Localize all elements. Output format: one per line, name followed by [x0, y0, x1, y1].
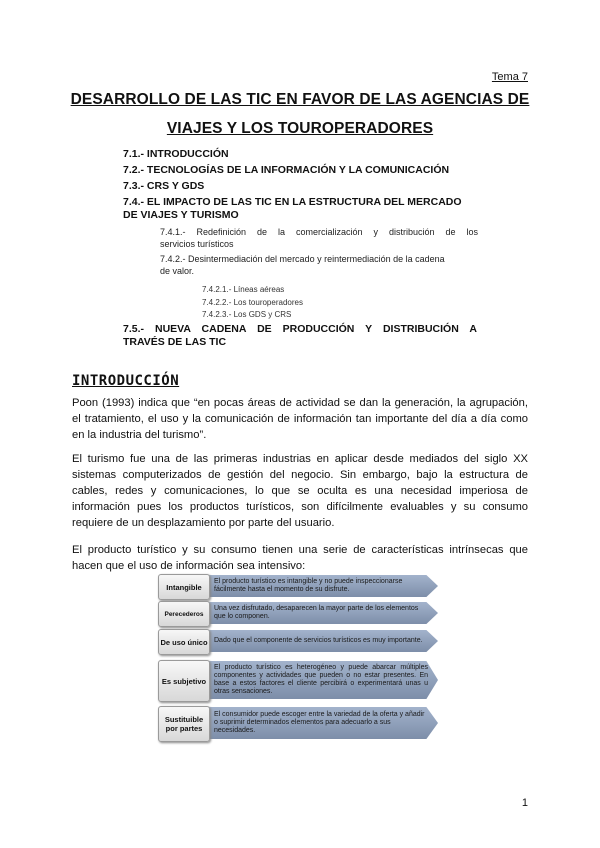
document-title-line2: VIAJES Y LOS TOUROPERADORES — [166, 120, 434, 137]
paragraph-3: El producto turístico y su consumo tienen una serie de características intrínsecas que hacen que el uso de información sea intensivo: — [72, 544, 528, 572]
toc-item-3: 7.3.- CRS Y GDS — [123, 180, 205, 192]
diagram-row-subjetivo — [158, 660, 438, 700]
diagram-text: El producto turístico es intangible y no puede inspeccionarse fácilmente hasta el momento de su disfrute. — [214, 578, 403, 593]
toc-subsub-7423: 7.4.2.3.- Los GDS y CRS — [202, 310, 292, 319]
toc-item-4: 7.4.- EL IMPACTO DE LAS TIC EN LA ESTRUCTURA DEL MERCADO — [123, 196, 462, 208]
diagram-label: Perecederos — [158, 601, 210, 627]
diagram-text: Dado que el componente de servicios turísticos es muy importante. — [214, 637, 423, 644]
diagram-label: Sustituible por partes — [158, 706, 210, 742]
paragraph-2: El turismo fue una de las primeras industrias en aplicar desde mediados del siglo XX sistemas computerizados de gestión del negocio. Sin embargo, bajo la estructura de cables, redes y comunicaciones, lo que se oculta es una necesidad imperiosa de información pues los productos turísticos, son difícilmente evaluables y su consumo requiere de un desplazamiento por parte del usuario. — [72, 453, 528, 529]
toc-item-2: 7.2.- TECNOLOGÍAS DE LA INFORMACIÓN Y LA COMUNICACIÓN — [123, 164, 450, 176]
toc-sub-742: 7.4.2.- Desintermediación del mercado y reintermediación de la cadena — [160, 254, 445, 264]
document-title-line1: DESARROLLO DE LAS TIC EN FAVOR DE LAS AGENCIAS DE — [70, 91, 530, 108]
diagram-text: El producto turístico es heterogéneo y puede abarcar múltiples componentes y actividades que pueden o no estar presentes. En base a estos factores el cliente percibirá o experimentará unas u otras sensaciones. — [214, 664, 428, 695]
tema-label: Tema 7 — [491, 71, 528, 83]
diagram-row-perecederos — [158, 601, 438, 625]
toc-item-4-cont: DE VIAJES Y TURISMO — [123, 209, 239, 221]
toc-item-5: 7.5.- NUEVA CADENA DE PRODUCCIÓN Y DISTRIBUCIÓN A — [123, 323, 477, 335]
toc-subsub-7421: 7.4.2.1.- Líneas aéreas — [202, 285, 285, 294]
toc-item-5-cont: TRAVÉS DE LAS TIC — [123, 336, 227, 348]
diagram-row-sustituible — [158, 706, 438, 740]
diagram-label: Es subjetivo — [158, 660, 210, 702]
diagram-text: El consumidor puede escoger entre la variedad de la oferta y añadir o suprimir determinados elementos para adecuarlo a sus necesidades. — [214, 711, 425, 734]
toc-item-1: 7.1.- INTRODUCCIÓN — [123, 148, 229, 160]
toc-sub-741: 7.4.1.- Redefinición de la comercialización y distribución de los — [160, 227, 478, 237]
diagram-label: De uso único — [158, 629, 210, 655]
section-heading: INTRODUCCIÓN — [72, 373, 180, 389]
diagram-text: Una vez disfrutado, desaparecen la mayor parte de los elementos que lo componen. — [214, 605, 419, 620]
paragraph-1: Poon (1993) indica que “en pocas áreas de actividad se dan la generación, la agrupación, el tratamiento, el uso y la comunicación de información tan importante del día a día como en la industria del turismo”. — [72, 397, 528, 441]
diagram-row-intangible — [158, 574, 438, 598]
diagram-label: Intangible — [158, 574, 210, 600]
toc-subsub-7422: 7.4.2.2.- Los touroperadores — [202, 298, 303, 307]
diagram-row-uso-unico — [158, 629, 438, 653]
page-number: 1 — [521, 797, 528, 809]
toc-sub-741-cont: servicios turísticos — [160, 239, 234, 249]
toc-sub-742-cont: de valor. — [160, 266, 195, 276]
